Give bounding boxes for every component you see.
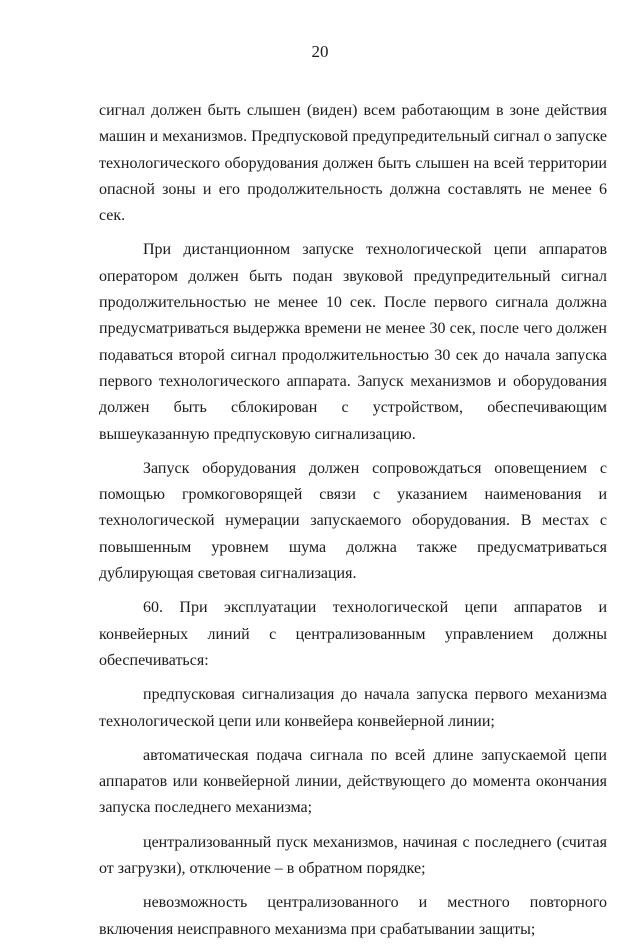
paragraph-clause-60: 60. При эксплуатации технологической цепи аппаратов и конвейерных линий с централизованным управлением должны обеспечиваться: <box>99 599 607 669</box>
paragraph-remote-start: При дистанционном запуске технологической цепи аппаратов оператором должен быть подан звуковой предупредительный сигнал продолжительностью не менее 10 сек. После первого сигнала должна предусматриваться выдержка времени не менее 30 сек, после чего должен подаваться второй сигнал продолжительностью 30 сек до начала запуска первого технологического аппарата. Запуск механизмов и оборудования должен быть сблокирован с устройством, обеспечивающим вышеуказанную предпусковую сигнализацию. <box>99 241 607 443</box>
paragraph-signal-audibility: сигнал должен быть слышен (виден) всем работающим в зоне действия машин и механизмов. Предпусковой предупредительный сигнал о запуске технологического оборудования должен быть слышен на всей территории опасной зоны и его продолжительность должна составлять не менее 6 сек. <box>99 102 607 225</box>
paragraph-start-announcement: Запуск оборудования должен сопровождаться оповещением с помощью громкоговорящей связи с указанием наименования и технологической нумерации запускаемого оборудования. В местах с повышенным уровнем шума должна также предусматриваться дублирующая световая сигнализация. <box>99 459 607 583</box>
document-body <box>99 98 607 951</box>
list-item-prestart-signal: предпусковая сигнализация до начала запуска первого механизма технологической цепи или конвейера конвейерной линии; <box>99 686 607 730</box>
list-item-automatic-signal: автоматическая подача сигнала по всей длине запускаемой цепи аппаратов или конвейерной линии, действующего до момента окончания запуска последнего механизма; <box>99 746 607 817</box>
list-item-restart-prevention: невозможность централизованного и местного повторного включения неисправного механизма при срабатывании защиты; <box>99 894 607 938</box>
page-number: 20 <box>311 42 329 61</box>
list-item-centralized-start: централизованный пуск механизмов, начиная с последнего (считая от загрузки), отключение – в обратном порядке; <box>99 833 607 878</box>
